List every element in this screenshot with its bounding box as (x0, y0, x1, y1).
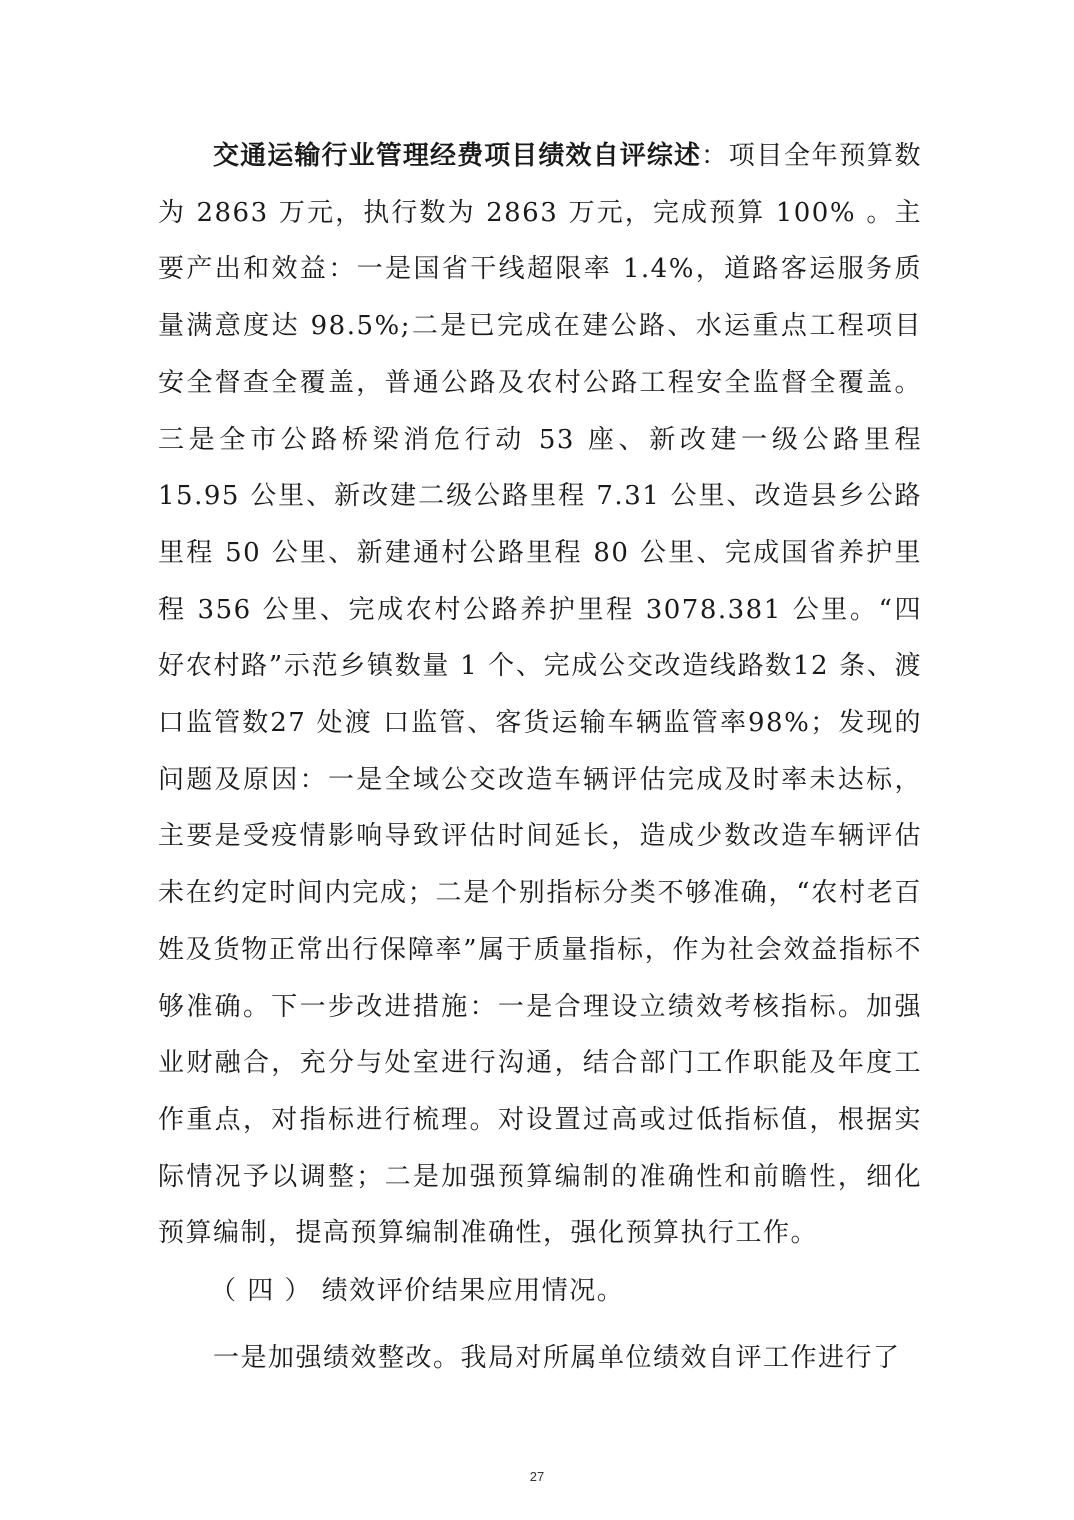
document-body (158, 128, 922, 1386)
page-number: 27 (529, 1469, 545, 1484)
summary-lead-text: 交通运输行业管理经费项目绩效自评综述 (213, 141, 702, 171)
summary-body-text: ：项目全年预算数为 2863 万元，执行数为 2863 万元，完成预算 100% 。主要产出和效益：一是国省干线超限率 1.4%，道路客运服务质量满意度达 98.5%;二是已完成在建公路、水运重点工程项目安全督查全覆盖，普通公路及农村公路工程安全监督全覆盖。三是全市公路桥梁消危行动 53 座、新改建一级公路里程 15.95 公里、新改建二级公路里程 7.31 公里、改造县乡公路里程 50 公里、新建通村公路里程 80 公里、完成国省养护里程 356 公里、完成农村公路养护里程 3078.381 公里。“四好农村路”示范乡镇数量 1 个、完成公交改造线路数12 条、渡 口监管数27 处渡 口监管、客货运输车辆监管率98%；发现的问题及原因：一是全域公交改造车辆评估完成及时率未达标，主要是受疫情影响导致评估时间延长，造成少数改造车辆评估未在约定时间内完成；二是个别指标分类不够准确，“农村老百姓及货物正常出行保障率”属于质量指标，作为社会效益指标不够准确。下一步改进措施：一是合理设立绩效考核指标。加强业财融合，充分与处室进行沟通，结合部门工作职能及年度工作重点，对指标进行梳理。对设置过高或过低指标值，根据实际情况予以调整；二是加强预算编制的准确性和前瞻性，细化预算编制，提高预算编制准确性，强化预算执行工作。 (158, 141, 922, 1249)
summary-paragraph (158, 128, 922, 1262)
body-paragraph: 一是加强绩效整改。我局对所属单位绩效自评工作进行了 (213, 1342, 901, 1373)
section-heading: （ 四 ） 绩效评价结果应用情况。 (210, 1276, 625, 1307)
